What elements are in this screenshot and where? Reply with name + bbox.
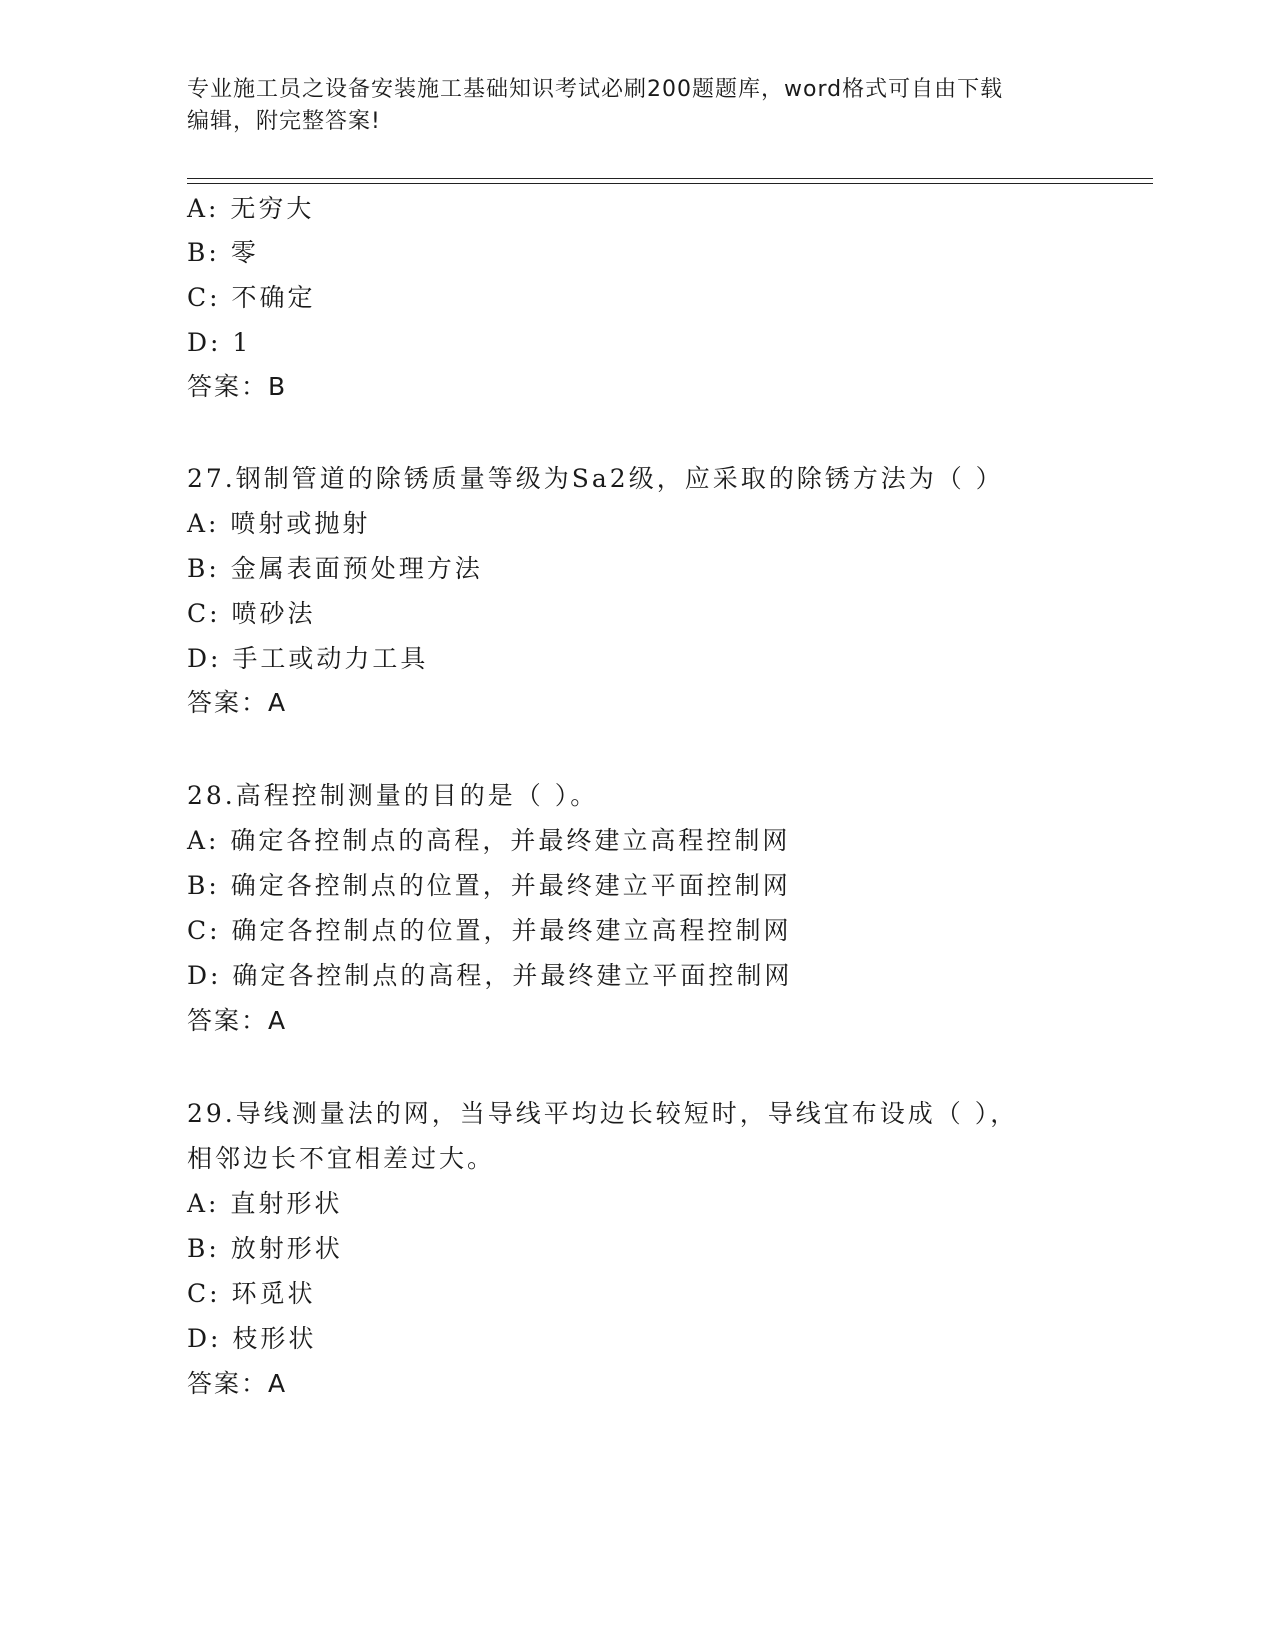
q28-question: 28.高程控制测量的目的是（ ）。	[187, 781, 599, 810]
q27-option-a: A: 喷射或抛射	[187, 509, 371, 538]
q29-option-c: C: 环觅状	[187, 1279, 316, 1308]
q29-question-line-2: 相邻边长不宜相差过大。	[187, 1144, 496, 1173]
q28-option-a: A: 确定各控制点的高程，并最终建立高程控制网	[187, 826, 791, 855]
q26-option-d: D: 1	[187, 328, 252, 357]
document-header	[187, 74, 1067, 138]
q27-option-c: C: 喷砂法	[187, 599, 316, 628]
q28-option-c: C: 确定各控制点的位置，并最终建立高程控制网	[187, 916, 792, 945]
q28-answer: 答案：A	[187, 1006, 288, 1035]
q27-answer: 答案：A	[187, 688, 288, 717]
q26-option-c: C: 不确定	[187, 283, 316, 312]
q29-option-d: D: 枝形状	[187, 1324, 317, 1353]
header-line-2: 编辑，附完整答案!	[187, 109, 381, 134]
q29-option-b: B: 放射形状	[187, 1234, 343, 1263]
q26-answer: 答案：B	[187, 372, 288, 401]
header-divider-top	[187, 178, 1153, 179]
q29-question-line-1: 29.导线测量法的网，当导线平均边长较短时，导线宜布设成（ ），	[187, 1099, 1019, 1128]
q29-answer: 答案：A	[187, 1369, 288, 1398]
q26-option-a: A: 无穷大	[187, 194, 315, 223]
q28-option-b: B: 确定各控制点的位置，并最终建立平面控制网	[187, 871, 791, 900]
header-line-1: 专业施工员之设备安装施工基础知识考试必刷200题题库，word格式可自由下载	[187, 77, 1004, 102]
q27-question: 27.钢制管道的除锈质量等级为Sa2级，应采取的除锈方法为（ ）	[187, 464, 1004, 493]
q27-option-d: D: 手工或动力工具	[187, 644, 429, 673]
q27-option-b: B: 金属表面预处理方法	[187, 554, 483, 583]
q28-option-d: D: 确定各控制点的高程，并最终建立平面控制网	[187, 961, 793, 990]
header-divider-bottom	[187, 183, 1153, 184]
q29-option-a: A: 直射形状	[187, 1189, 343, 1218]
q26-option-b: B: 零	[187, 238, 259, 267]
